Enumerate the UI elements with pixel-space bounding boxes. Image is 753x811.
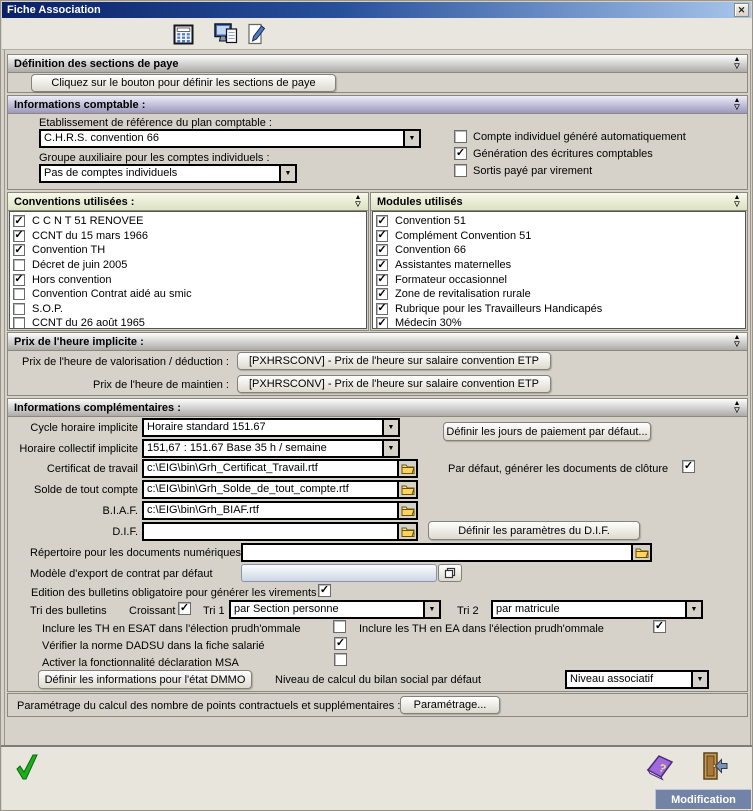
list-item[interactable]: Convention Contrat aidé au smic [13,287,366,302]
edit-note-icon[interactable] [244,22,268,46]
sortis-virement-row: Sortis payé par virement [454,164,592,177]
list-item[interactable]: ✓ Médecin 30% [376,316,745,329]
bilan-social-label: Niveau de calcul du bilan social par défaut [275,674,482,686]
maintien-button[interactable]: [PXHRSCONV] - Prix de l'heure sur salaire convention ETP [237,375,551,393]
list-item[interactable]: ✓ CCNT du 15 mars 1966 [13,229,366,244]
solde-input[interactable]: c:\EIG\bin\Grh_Solde_de_tout_compte.rtf [142,480,418,499]
list-item[interactable]: ✓ Hors convention [13,272,366,287]
parametrage-button[interactable]: Paramétrage... [400,696,500,714]
checkbox[interactable] [13,317,25,329]
cycle-horaire-label: Cycle horaire implicite [30,422,138,434]
folder-open-icon [401,463,415,474]
list-item[interactable]: ✓ Formateur occasionnel [376,272,745,287]
dif-input[interactable] [142,522,418,541]
list-item[interactable]: ✓ Complément Convention 51 [376,229,745,244]
folder-open-icon [401,526,415,537]
generation-ecritures-row: ✓ Génération des écritures comptables [454,147,653,160]
dmmo-button[interactable]: Définir les informations pour l'état DMMO [38,670,252,689]
certificat-input[interactable]: c:\EIG\bin\Grh_Certificat_Travail.rtf [142,459,418,478]
collapse-icon[interactable] [731,334,743,349]
list-item[interactable]: ✓ Convention 51 [376,214,745,229]
section-title: Modules utilisés [377,195,463,208]
section-title: Prix de l'heure implicite : [14,335,144,348]
restore-window-icon [444,567,456,579]
checkbox[interactable] [13,244,25,256]
list-item[interactable]: ✓ Rubrique pour les Travailleurs Handicapés [376,302,745,317]
dadsu-label: Vérifier la norme DADSU dans la fiche salarié [42,640,265,652]
bilan-social-combobox[interactable]: Niveau associatif ▼ [565,670,709,689]
collapse-icon[interactable] [731,97,743,112]
parametrage-label: Paramétrage du calcul des nombre de points contractuels et supplémentaires : [17,700,401,712]
repertoire-input[interactable] [241,543,652,562]
checkbox[interactable] [376,215,388,227]
checkbox[interactable] [13,259,25,271]
collapse-icon[interactable] [731,56,743,71]
checkbox[interactable] [13,274,25,286]
validate-check-icon[interactable] [13,753,41,784]
browse-button[interactable] [397,461,416,476]
browse-button[interactable] [397,503,416,518]
definir-sections-paye-button[interactable]: Cliquez sur le bouton pour définir les sections de paye [31,74,336,92]
modele-export-field[interactable] [241,564,437,582]
modules-list [372,211,746,329]
checkbox[interactable] [376,259,388,271]
section-title: Informations comptable : [14,98,146,111]
list-item[interactable]: ✓ Assistantes maternelles [376,258,745,273]
list-item[interactable]: ✓ Convention 66 [376,243,745,258]
toolbar [2,18,753,50]
tri-bulletins-label: Tri des bulletins [30,605,107,617]
chevron-down-icon[interactable] [423,602,439,617]
browse-button[interactable] [397,524,416,539]
tri1-label: Tri 1 [203,605,225,617]
list-item[interactable]: Décret de juin 2005 [13,258,366,273]
browse-button[interactable] [397,482,416,497]
list-item[interactable]: ✓ Convention TH [13,243,366,258]
valorisation-button[interactable]: [PXHRSCONV] - Prix de l'heure sur salaire convention ETP [237,352,551,370]
status-badge: Modification [655,789,751,809]
cycle-horaire-combobox[interactable]: Horaire standard 151.67 ▼ [142,418,400,437]
section-header [371,193,747,211]
compte-individuel-row: Compte individuel généré automatiquement [454,130,686,143]
edition-bulletins-checkbox[interactable] [318,584,331,597]
folder-open-icon [401,505,415,516]
conventions-list [9,211,367,329]
biaf-input[interactable]: c:\EIG\bin\Grh_BIAF.rtf [142,501,418,520]
section-header [8,96,747,114]
checkbox[interactable] [376,288,388,300]
esat-label: Inclure les TH en ESAT dans l'élection prudh'ommale [42,623,301,635]
etablissement-label: Etablissement de référence du plan comptable : [39,117,272,129]
monitor-document-icon[interactable] [214,22,238,46]
svg-text:?: ? [656,762,668,776]
croissant-label: Croissant [129,605,176,617]
browse-button[interactable] [631,545,650,560]
repertoire-label: Répertoire pour les documents numériques [30,547,241,559]
groupe-auxiliaire-label: Groupe auxiliaire pour les comptes individuels : [39,152,270,164]
section-header [8,399,747,417]
modules-panel [370,192,748,331]
ea-checkbox[interactable] [653,620,666,633]
checkbox[interactable] [13,215,25,227]
list-item[interactable]: ✓ Zone de revitalisation rurale [376,287,745,302]
section-title: Conventions utilisées : [14,195,135,208]
compte-individuel-checkbox[interactable] [454,130,467,143]
certificat-label: Certificat de travail [46,463,138,475]
horaire-collectif-label: Horaire collectif implicite [19,443,138,455]
solde-label: Solde de tout compte [34,484,138,496]
section-title: Définition des sections de paye [14,57,179,70]
list-item[interactable]: S.O.P. [13,302,366,317]
checkbox[interactable] [13,288,25,300]
chevron-down-icon[interactable] [382,441,398,456]
chevron-down-icon[interactable] [382,420,398,435]
help-book-icon[interactable] [645,753,675,784]
maintien-label: Prix de l'heure de maintien : [92,379,229,391]
croissant-checkbox[interactable] [178,602,191,615]
folder-open-icon [635,547,649,558]
generation-ecritures-checkbox[interactable] [454,147,467,160]
title-bar [2,2,751,18]
sortis-virement-checkbox[interactable] [454,164,467,177]
checkbox[interactable] [376,230,388,242]
jours-paiement-button[interactable]: Définir les jours de paiement par défaut... [443,422,651,441]
checkbox[interactable] [376,274,388,286]
checkbox[interactable] [13,230,25,242]
chevron-down-icon[interactable] [685,602,701,617]
ea-label: Inclure les TH en EA dans l'élection prudh'ommale [359,623,604,635]
calculator-icon[interactable] [171,22,195,46]
modele-export-label: Modèle d'export de contrat par défaut [30,568,213,580]
valorisation-label: Prix de l'heure de valorisation / déduction : [22,356,229,368]
folder-open-icon [401,484,415,495]
msa-label: Activer la fonctionnalité déclaration MSA [42,657,239,669]
checkbox[interactable] [376,244,388,256]
edition-bulletins-label: Edition des bulletins obligatoire pour générer les virements [31,587,317,599]
conventions-panel [7,192,369,331]
section-header [8,333,747,351]
groupe-auxiliaire-combobox[interactable]: Pas de comptes individuels ▼ [39,164,297,183]
tri2-label: Tri 2 [457,605,479,617]
section-title: Informations complémentaires : [14,401,181,414]
tri2-combobox[interactable]: par matricule ▼ [491,600,703,619]
select-model-button[interactable] [438,564,462,582]
exit-door-icon[interactable] [701,751,728,784]
chevron-down-icon[interactable] [403,131,419,146]
cloture-label: Par défaut, générer les documents de clôture [448,463,669,475]
chevron-down-icon[interactable] [691,672,707,687]
close-button[interactable] [734,3,749,17]
collapse-icon[interactable] [352,194,364,209]
checkbox[interactable] [376,303,388,315]
tri1-combobox[interactable]: par Section personne ▼ [229,600,441,619]
window-title: Fiche Association [7,4,101,16]
horaire-collectif-combobox[interactable]: 151,67 : 151.67 Base 35 h / semaine ▼ [142,439,400,458]
etablissement-combobox[interactable]: C.H.R.S. convention 66 ▼ [39,129,421,148]
collapse-icon[interactable] [731,400,743,415]
parametres-dif-button[interactable]: Définir les paramètres du D.I.F. [428,521,640,540]
msa-checkbox[interactable] [334,653,347,666]
section-header [8,193,368,211]
dadsu-checkbox[interactable] [334,637,347,650]
dif-label: D.I.F. [112,526,138,538]
collapse-icon[interactable] [731,194,743,209]
list-item[interactable]: CCNT du 26 août 1965 [13,316,366,329]
esat-checkbox[interactable] [333,620,346,633]
biaf-label: B.I.A.F. [102,505,138,517]
chevron-down-icon[interactable] [279,166,295,181]
footer-bar [2,747,753,811]
section-header [8,55,747,73]
cloture-checkbox[interactable] [682,460,695,473]
checkbox[interactable] [13,303,25,315]
checkbox[interactable] [376,317,388,329]
list-item[interactable]: ✓ C C N T 51 RENOVEE [13,214,366,229]
